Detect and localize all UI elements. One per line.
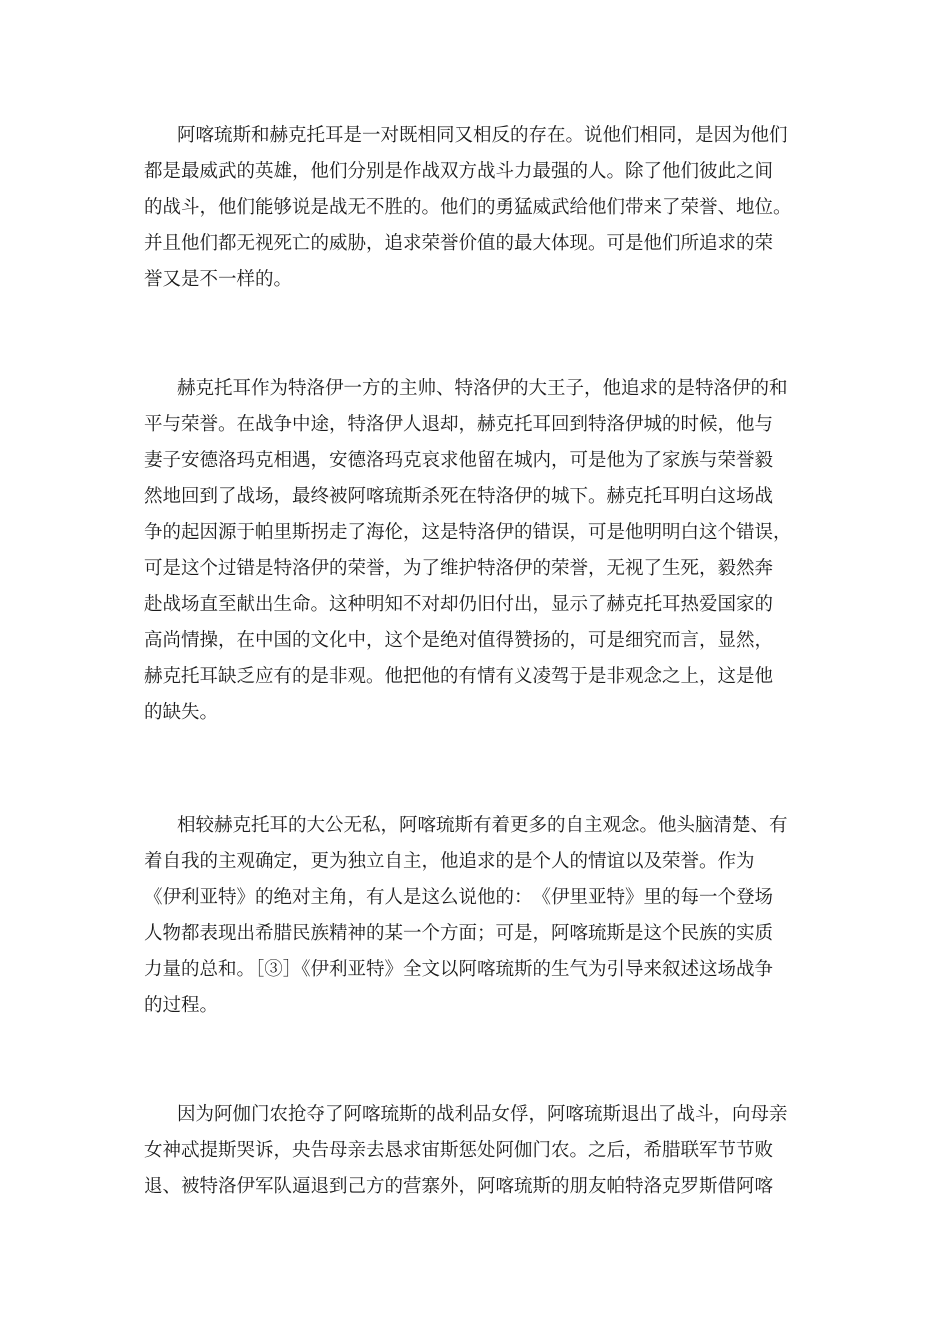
text-line: 誉又是不一样的。 — [144, 269, 293, 290]
text-line: 平与荣誉。在战争中途，特洛伊人退却，赫克托耳回到特洛伊城的时候，他与 — [144, 414, 774, 435]
paragraph — [144, 808, 810, 1024]
text-line: 的缺失。 — [144, 702, 219, 723]
text-line: 赫克托耳缺乏应有的是非观。他把他的有情有义凌驾于是非观念之上，这是他 — [144, 666, 774, 687]
text-line: 阿喀琉斯和赫克托耳是一对既相同又相反的存在。说他们相同，是因为他们 — [177, 125, 788, 146]
text-line: 然地回到了战场，最终被阿喀琉斯杀死在特洛伊的城下。赫克托耳明白这场战 — [144, 486, 774, 507]
text-line: 因为阿伽门农抢夺了阿喀琉斯的战利品女俘，阿喀琉斯退出了战斗，向母亲 — [177, 1104, 788, 1125]
text-line: 退、被特洛伊军队逼退到己方的营寨外，阿喀琉斯的朋友帕特洛克罗斯借阿喀 — [144, 1176, 774, 1197]
text-line: 妻子安德洛玛克相遇，安德洛玛克哀求他留在城内，可是他为了家族与荣誉毅 — [144, 450, 774, 471]
text-line: 都是最威武的英雄，他们分别是作战双方战斗力最强的人。除了他们彼此之间 — [144, 161, 774, 182]
text-line: 力量的总和。［③］《伊利亚特》全文以阿喀琉斯的生气为引导来叙述这场战争 — [144, 959, 774, 980]
text-line: 人物都表现出希腊民族精神的某一个方面；可是，阿喀琉斯是这个民族的实质 — [144, 923, 774, 944]
text-line: 《伊利亚特》的绝对主角，有人是这么说他的： 《伊里亚特》里的每一个登场 — [144, 887, 774, 908]
paragraph — [144, 371, 810, 731]
text-line: 赫克托耳作为特洛伊一方的主帅、特洛伊的大王子，他追求的是特洛伊的和 — [177, 378, 788, 399]
text-line: 女神忒提斯哭诉，央告母亲去恳求宙斯惩处阿伽门农。之后，希腊联军节节败 — [144, 1140, 774, 1161]
text-line: 着自我的主观确定，更为独立自主，他追求的是个人的情谊以及荣誉。作为 — [144, 851, 755, 872]
paragraph — [144, 1097, 810, 1205]
text-line: 赴战场直至献出生命。这种明知不对却仍旧付出，显示了赫克托耳热爱国家的 — [144, 594, 774, 615]
text-line: 并且他们都无视死亡的威胁，追求荣誉价值的最大体现。可是他们所追求的荣 — [144, 233, 774, 254]
text-line: 相较赫克托耳的大公无私，阿喀琉斯有着更多的自主观念。他头脑清楚、有 — [177, 815, 788, 836]
paragraph — [144, 118, 810, 298]
text-line: 争的起因源于帕里斯拐走了海伦，这是特洛伊的错误，可是他明明白这个错误， — [144, 522, 792, 543]
text-line: 的过程。 — [144, 995, 219, 1016]
text-line: 的战斗，他们能够说是战无不胜的。他们的勇猛威武给他们带来了荣誉、地位。 — [144, 197, 792, 218]
text-line: 可是这个过错是特洛伊的荣誉，为了维护特洛伊的荣誉，无视了生死，毅然奔 — [144, 558, 774, 579]
text-line: 高尚情操，在中国的文化中，这个是绝对值得赞扬的，可是细究而言，显然， — [144, 630, 774, 651]
